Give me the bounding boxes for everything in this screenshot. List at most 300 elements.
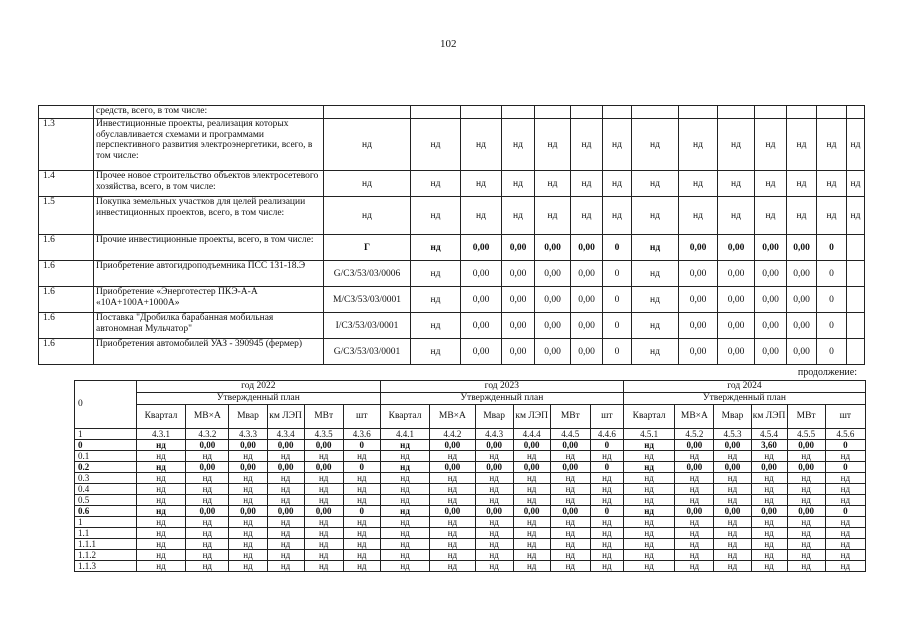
plan-value: нд — [229, 473, 267, 484]
plan-value: нд — [343, 539, 380, 550]
value-cell: нд — [502, 197, 535, 235]
value-cell — [847, 313, 865, 339]
row-label: 1.1.3 — [75, 561, 137, 572]
unit-header: Квартал — [136, 405, 185, 429]
unit-header: МВт — [550, 405, 590, 429]
value-cell: нд — [679, 197, 718, 235]
row-label: 0 — [75, 440, 137, 451]
row-label: 1.1.2 — [75, 550, 137, 561]
plan-value: нд — [825, 451, 865, 462]
plan-value: 0,00 — [430, 440, 475, 451]
value-cell: 0,00 — [502, 235, 535, 261]
plan-value: нд — [623, 561, 674, 572]
column-number: 4.5.6 — [825, 429, 865, 440]
value-cell: нд — [502, 171, 535, 197]
plan-value: нд — [550, 550, 590, 561]
plan-value: нд — [136, 462, 185, 473]
plan-value: нд — [825, 539, 865, 550]
value-cell: 0,00 — [718, 313, 755, 339]
value-cell: нд — [603, 171, 632, 197]
value-cell — [847, 106, 865, 119]
value-cell — [461, 106, 502, 119]
value-cell: 0,00 — [787, 287, 817, 313]
plan-value: нд — [513, 561, 550, 572]
plan-value: нд — [186, 517, 229, 528]
value-cell: нд — [755, 171, 787, 197]
plan-value: нд — [675, 561, 714, 572]
plan-value: нд — [430, 528, 475, 539]
plan-value: нд — [380, 506, 429, 517]
unit-header: Мвар — [229, 405, 267, 429]
plan-value: нд — [267, 517, 304, 528]
plan-value: нд — [675, 550, 714, 561]
plan-value: нд — [229, 451, 267, 462]
plan-value: нд — [550, 473, 590, 484]
column-number: 4.5.2 — [675, 429, 714, 440]
value-cell: 0,00 — [461, 339, 502, 365]
plan-value: нд — [186, 495, 229, 506]
plan-value: нд — [675, 451, 714, 462]
plan-value: нд — [430, 550, 475, 561]
column-number: 4.3.3 — [229, 429, 267, 440]
value-cell: нд — [461, 119, 502, 171]
plan-value: нд — [623, 451, 674, 462]
plan-value: 0,00 — [475, 506, 513, 517]
value-cell: нд — [787, 197, 817, 235]
value-cell: 0 — [603, 235, 632, 261]
plan-value: нд — [343, 473, 380, 484]
project-name: Покупка земельных участков для целей реализации инвестиционных проектов, всего, в том числе: — [94, 197, 324, 235]
value-cell: нд — [817, 171, 847, 197]
plan-value: нд — [136, 473, 185, 484]
column-number: 4.5.4 — [751, 429, 787, 440]
project-row — [39, 235, 865, 261]
plan-value: 0,00 — [304, 462, 343, 473]
value-cell: нд — [718, 171, 755, 197]
plan-row — [75, 539, 866, 550]
plan-value: нд — [623, 495, 674, 506]
plan-value: нд — [714, 528, 751, 539]
value-cell: нд — [535, 119, 571, 171]
plan-value: нд — [380, 561, 429, 572]
project-code: G/СЗ/53/03/0006 — [324, 261, 411, 287]
row-label: 1.1.1 — [75, 539, 137, 550]
plan-value: 0,00 — [267, 462, 304, 473]
value-cell: 0,00 — [535, 235, 571, 261]
plan-value: нд — [590, 528, 623, 539]
value-cell: нд — [632, 235, 679, 261]
project-name: средств, всего, в том числе: — [94, 106, 324, 119]
year-2022-header: год 2022 — [136, 381, 380, 393]
unit-header: шт — [825, 405, 865, 429]
value-cell: нд — [847, 119, 865, 171]
value-cell: нд — [411, 235, 461, 261]
plan-value: нд — [751, 451, 787, 462]
value-cell — [847, 261, 865, 287]
plan-value: нд — [550, 495, 590, 506]
plan-value: нд — [267, 473, 304, 484]
plan-value: нд — [751, 484, 787, 495]
plan-value: нд — [229, 539, 267, 550]
value-cell: нд — [718, 119, 755, 171]
column-number: 4.5.5 — [787, 429, 825, 440]
plan-row — [75, 495, 866, 506]
plan-value: нд — [787, 473, 825, 484]
plan-value: нд — [304, 561, 343, 572]
plan-value: нд — [550, 539, 590, 550]
column-number: 4.5.3 — [714, 429, 751, 440]
column-number: 4.5.1 — [623, 429, 674, 440]
plan-value: нд — [475, 539, 513, 550]
plan-value: нд — [590, 561, 623, 572]
value-cell — [847, 287, 865, 313]
plan-value: нд — [513, 528, 550, 539]
unit-header: МВт — [787, 405, 825, 429]
plan-value: нд — [430, 539, 475, 550]
plan-value: 0,00 — [550, 506, 590, 517]
value-cell — [411, 106, 461, 119]
value-cell: 0,00 — [461, 235, 502, 261]
plan-value: 0 — [343, 506, 380, 517]
value-cell: 0 — [603, 261, 632, 287]
plan-value: нд — [590, 484, 623, 495]
plan-value: нд — [623, 528, 674, 539]
plan-value: нд — [513, 495, 550, 506]
project-code: нд — [324, 171, 411, 197]
plan-value: нд — [787, 451, 825, 462]
row-label: 1 — [75, 517, 137, 528]
plan-value: нд — [430, 484, 475, 495]
plan-value: нд — [513, 550, 550, 561]
plan-value: 0,00 — [787, 506, 825, 517]
header-zero-label: 0 — [78, 399, 83, 409]
plan-value: 0,00 — [304, 440, 343, 451]
plan-value: нд — [714, 561, 751, 572]
plan-value: 0,00 — [714, 462, 751, 473]
plan-value: нд — [825, 528, 865, 539]
plan-value: 0 — [825, 440, 865, 451]
plan-value: нд — [136, 495, 185, 506]
plan-value: нд — [430, 473, 475, 484]
plan-row — [75, 517, 866, 528]
plan-value: нд — [513, 517, 550, 528]
project-name: Приобретение автогидроподъемника ПСС 131-18.Э — [94, 261, 324, 287]
column-number-row — [75, 429, 866, 440]
value-cell: нд — [603, 197, 632, 235]
plan-value: нд — [751, 550, 787, 561]
plan-value: нд — [623, 440, 674, 451]
plan-value: нд — [343, 550, 380, 561]
project-name: Прочие инвестиционные проекты, всего, в том числе: — [94, 235, 324, 261]
value-cell: 0 — [817, 313, 847, 339]
plan-value: нд — [229, 517, 267, 528]
plan-value: 0,00 — [430, 506, 475, 517]
value-cell — [847, 235, 865, 261]
project-name: Приобретения автомобилей УАЗ - 390945 (фермер) — [94, 339, 324, 365]
unit-header: шт — [343, 405, 380, 429]
row-number — [39, 106, 94, 119]
unit-header: МВ×А — [430, 405, 475, 429]
plan-value: нд — [787, 528, 825, 539]
plan-value: нд — [304, 550, 343, 561]
plan-value: нд — [623, 550, 674, 561]
column-number: 4.4.1 — [380, 429, 429, 440]
column-number: 4.4.5 — [550, 429, 590, 440]
investment-projects-table — [38, 105, 865, 365]
value-cell: 0,00 — [535, 261, 571, 287]
plan-value: нд — [825, 473, 865, 484]
plan-value: нд — [229, 528, 267, 539]
plan-value: нд — [304, 528, 343, 539]
column-number: 4.3.4 — [267, 429, 304, 440]
unit-header: Мвар — [475, 405, 513, 429]
plan-row — [75, 462, 866, 473]
plan-value: нд — [513, 484, 550, 495]
plan-value: 0 — [343, 440, 380, 451]
plan-value: нд — [186, 550, 229, 561]
value-cell: 0,00 — [718, 261, 755, 287]
value-cell: 0,00 — [787, 313, 817, 339]
plan-value: 0,00 — [675, 506, 714, 517]
value-cell: нд — [502, 119, 535, 171]
plan-value: 0,00 — [186, 462, 229, 473]
row-label: 0.1 — [75, 451, 137, 462]
plan-value: нд — [186, 484, 229, 495]
plan-value: нд — [136, 539, 185, 550]
value-cell: 0,00 — [502, 287, 535, 313]
plan-value: 0 — [825, 462, 865, 473]
plan-value: нд — [550, 484, 590, 495]
plan-value: нд — [267, 451, 304, 462]
plan-value: нд — [430, 561, 475, 572]
plan-value: нд — [304, 517, 343, 528]
plan-value: 0,00 — [675, 462, 714, 473]
plan-value: нд — [343, 495, 380, 506]
plan-value: нд — [675, 539, 714, 550]
value-cell: нд — [755, 197, 787, 235]
plan-value: 0,00 — [475, 462, 513, 473]
plan-value: нд — [380, 517, 429, 528]
plan-value: нд — [343, 561, 380, 572]
plan-value: нд — [343, 451, 380, 462]
column-number: 4.3.2 — [186, 429, 229, 440]
value-cell — [535, 106, 571, 119]
value-cell: 0,00 — [461, 287, 502, 313]
plan-value: нд — [475, 517, 513, 528]
plan-value: нд — [343, 517, 380, 528]
plan-value: 0,00 — [787, 440, 825, 451]
value-cell: 0,00 — [755, 287, 787, 313]
plan-value: нд — [229, 484, 267, 495]
value-cell — [787, 106, 817, 119]
plan-value: нд — [380, 451, 429, 462]
plan-value: нд — [825, 495, 865, 506]
plan-value: 0,00 — [714, 506, 751, 517]
value-cell: 0 — [817, 261, 847, 287]
value-cell: нд — [571, 197, 603, 235]
plan-value: нд — [136, 506, 185, 517]
row-label: 0.4 — [75, 484, 137, 495]
plan-value: нд — [304, 451, 343, 462]
plan-value: нд — [343, 484, 380, 495]
plan-value: 0,00 — [550, 440, 590, 451]
row-label: 1.1 — [75, 528, 137, 539]
plan-value: 0,00 — [513, 506, 550, 517]
plan-value: 3,60 — [751, 440, 787, 451]
plan-value: нд — [186, 528, 229, 539]
unit-header: МВ×А — [675, 405, 714, 429]
plan-value: нд — [714, 484, 751, 495]
plan-value: нд — [675, 484, 714, 495]
plan-value: нд — [380, 528, 429, 539]
plan-value: нд — [787, 484, 825, 495]
plan-value: нд — [675, 473, 714, 484]
unit-header: МВ×А — [186, 405, 229, 429]
value-cell: нд — [411, 287, 461, 313]
value-cell: 0,00 — [679, 261, 718, 287]
plan-value: нд — [380, 495, 429, 506]
value-cell: нд — [817, 197, 847, 235]
plan-value: нд — [623, 506, 674, 517]
plan-value: нд — [267, 495, 304, 506]
project-name: Поставка "Дробилка барабанная мобильная автономная Мульчатор" — [94, 313, 324, 339]
row-number: 1.6 — [39, 339, 94, 365]
plan-value: нд — [136, 440, 185, 451]
plan-value: нд — [475, 484, 513, 495]
value-cell: нд — [679, 171, 718, 197]
row-label: 0.5 — [75, 495, 137, 506]
value-cell: 0,00 — [502, 339, 535, 365]
value-cell: 0,00 — [461, 261, 502, 287]
plan-value: нд — [825, 550, 865, 561]
plan-value: нд — [475, 495, 513, 506]
plan-value: нд — [550, 528, 590, 539]
plan-value: нд — [267, 550, 304, 561]
plan-value: 0,00 — [475, 440, 513, 451]
plan-value: нд — [304, 539, 343, 550]
plan-value: 0,00 — [513, 440, 550, 451]
value-cell: нд — [571, 119, 603, 171]
plan-2022-header: Утвержденный план — [136, 393, 380, 405]
plan-value: нд — [136, 561, 185, 572]
column-number: 4.3.5 — [304, 429, 343, 440]
value-cell: 0,00 — [571, 261, 603, 287]
page-number: 102 — [440, 38, 457, 50]
value-cell: нд — [718, 197, 755, 235]
plan-value: нд — [787, 517, 825, 528]
plan-value: 0,00 — [186, 440, 229, 451]
plan-value: 0,00 — [186, 506, 229, 517]
plan-row — [75, 484, 866, 495]
unit-header: км ЛЭП — [751, 405, 787, 429]
row-number: 1.6 — [39, 313, 94, 339]
value-cell: 0,00 — [535, 339, 571, 365]
plan-value: нд — [675, 517, 714, 528]
unit-header: км ЛЭП — [513, 405, 550, 429]
value-cell: нд — [847, 197, 865, 235]
value-cell — [603, 106, 632, 119]
plan-value: нд — [714, 451, 751, 462]
project-name: Приобретение «Энерготестер ПКЭ-А-А «10А+100А+1000А» — [94, 287, 324, 313]
plan-row — [75, 506, 866, 517]
plan-value: 0,00 — [229, 462, 267, 473]
value-cell: 0 — [603, 287, 632, 313]
value-cell: нд — [411, 197, 461, 235]
plan-value: нд — [590, 550, 623, 561]
value-cell: нд — [632, 261, 679, 287]
plan-value: нд — [513, 473, 550, 484]
plan-value: нд — [550, 517, 590, 528]
plan-value: нд — [267, 561, 304, 572]
plan-value: нд — [550, 451, 590, 462]
plan-value: нд — [343, 528, 380, 539]
plan-value: нд — [751, 517, 787, 528]
value-cell: нд — [411, 171, 461, 197]
plan-value: нд — [267, 484, 304, 495]
plan-value: нд — [623, 539, 674, 550]
project-row — [39, 287, 865, 313]
value-cell: 0 — [817, 339, 847, 365]
plan-value: нд — [186, 473, 229, 484]
project-code: I/СЗ/53/03/0001 — [324, 313, 411, 339]
plan-value: нд — [675, 495, 714, 506]
row-label: 1 — [75, 429, 137, 440]
plan-value: 0,00 — [229, 440, 267, 451]
unit-header: Мвар — [714, 405, 751, 429]
value-cell: 0,00 — [502, 261, 535, 287]
plan-row — [75, 561, 866, 572]
plan-value: нд — [304, 495, 343, 506]
plan-value: нд — [475, 550, 513, 561]
plan-value: 0,00 — [550, 462, 590, 473]
project-row — [39, 197, 865, 235]
value-cell — [632, 106, 679, 119]
project-code: нд — [324, 197, 411, 235]
plan-value: нд — [304, 484, 343, 495]
value-cell: нд — [632, 313, 679, 339]
plan-value: 0,00 — [787, 462, 825, 473]
value-cell: нд — [787, 119, 817, 171]
value-cell: 0,00 — [755, 339, 787, 365]
row-number: 1.5 — [39, 197, 94, 235]
value-cell — [817, 106, 847, 119]
value-cell: 0,00 — [535, 313, 571, 339]
project-row — [39, 171, 865, 197]
plan-by-year-table — [74, 380, 866, 572]
plan-value: нд — [787, 495, 825, 506]
project-code — [324, 106, 411, 119]
plan-value: нд — [714, 495, 751, 506]
plan-value: 0 — [825, 506, 865, 517]
plan-value: нд — [475, 451, 513, 462]
value-cell: нд — [461, 197, 502, 235]
unit-header: Квартал — [380, 405, 429, 429]
row-number: 1.6 — [39, 287, 94, 313]
column-number: 4.3.1 — [136, 429, 185, 440]
value-cell: 0,00 — [718, 339, 755, 365]
plan-value: нд — [229, 495, 267, 506]
row-number: 1.3 — [39, 119, 94, 171]
project-code: Г — [324, 235, 411, 261]
value-cell: 0 — [603, 313, 632, 339]
value-cell: 0,00 — [787, 261, 817, 287]
value-cell: 0,00 — [571, 287, 603, 313]
plan-row — [75, 528, 866, 539]
value-cell: 0,00 — [461, 313, 502, 339]
plan-value: нд — [430, 517, 475, 528]
plan-value: 0,00 — [267, 506, 304, 517]
project-code: G/СЗ/53/03/0001 — [324, 339, 411, 365]
